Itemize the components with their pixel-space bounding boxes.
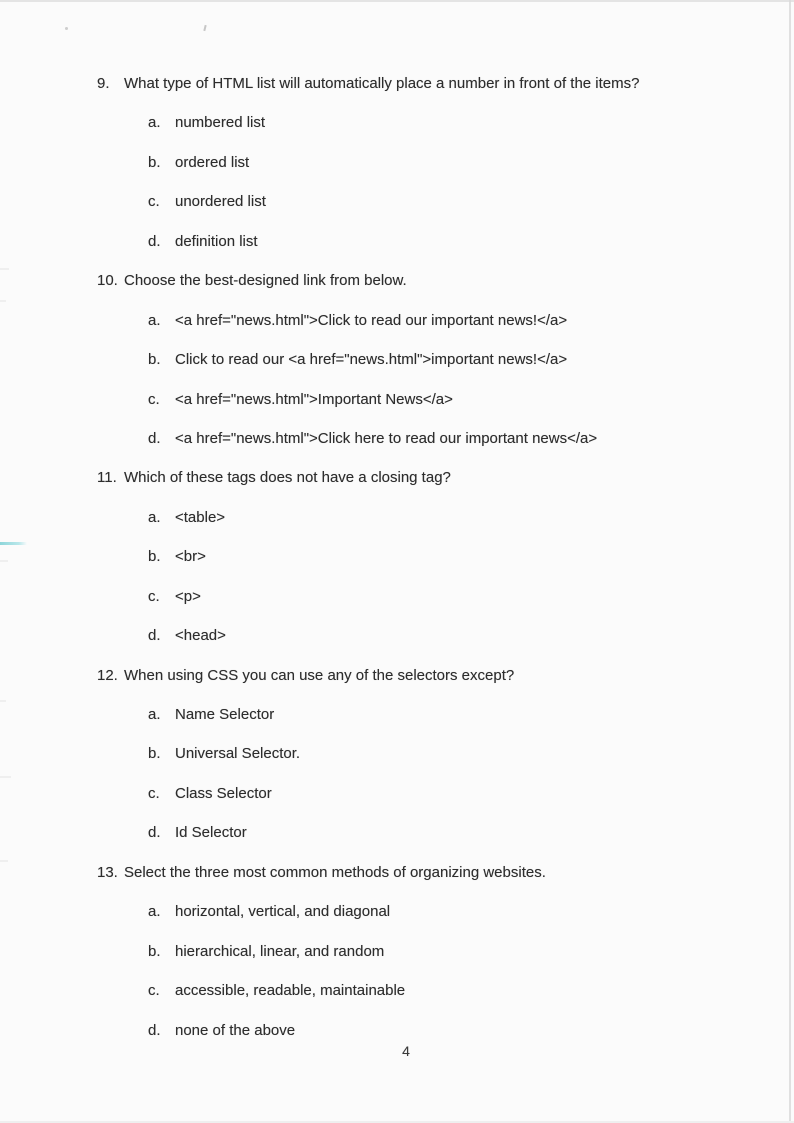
option-label: d. xyxy=(148,429,161,447)
option-row xyxy=(0,547,794,586)
question-row xyxy=(0,863,794,902)
scan-artifact-top-edge xyxy=(0,0,794,2)
option-row xyxy=(0,508,794,547)
page-number: 4 xyxy=(402,1043,410,1059)
option-text: Class Selector xyxy=(175,784,272,802)
option-row xyxy=(0,981,794,1020)
option-row xyxy=(0,587,794,626)
option-row xyxy=(0,429,794,468)
option-text: <a href="news.html">Important News</a> xyxy=(175,390,453,408)
option-text: horizontal, vertical, and diagonal xyxy=(175,903,391,921)
option-label: a. xyxy=(148,508,161,526)
option-row xyxy=(0,902,794,941)
option-row xyxy=(0,626,794,665)
option-text: unordered list xyxy=(175,193,266,211)
option-row xyxy=(0,192,794,231)
option-row xyxy=(0,350,794,389)
option-text: <a href="news.html">Click to read our important news!</a> xyxy=(175,311,568,329)
question-text: Which of these tags does not have a closing tag? xyxy=(124,469,451,487)
option-label: c. xyxy=(148,982,160,1000)
question-text: Choose the best-designed link from below. xyxy=(124,272,407,290)
option-text: <head> xyxy=(175,627,226,645)
option-text: accessible, readable, maintainable xyxy=(175,982,406,1000)
question-number: 11. xyxy=(97,469,117,487)
option-label: a. xyxy=(148,114,161,132)
option-label: d. xyxy=(148,232,161,250)
option-text: numbered list xyxy=(175,114,266,132)
option-text: definition list xyxy=(175,232,258,250)
option-label: d. xyxy=(148,1021,161,1039)
option-label: b. xyxy=(148,548,161,566)
option-row xyxy=(0,390,794,429)
option-label: d. xyxy=(148,824,161,842)
option-label: c. xyxy=(148,587,160,605)
question-number: 9. xyxy=(97,75,110,92)
option-label: b. xyxy=(148,745,161,763)
option-text: <a href="news.html">Click here to read our important news</a> xyxy=(175,429,598,447)
scan-artifact-speck xyxy=(65,27,68,30)
option-text: <p> xyxy=(175,587,201,605)
option-row xyxy=(0,784,794,823)
option-row xyxy=(0,942,794,981)
option-label: c. xyxy=(148,390,160,408)
option-text: <br> xyxy=(175,548,206,566)
option-row xyxy=(0,823,794,862)
question-row xyxy=(0,468,794,507)
question-text: What type of HTML list will automatically place a number in front of the items? xyxy=(124,75,640,92)
question-text: Select the three most common methods of organizing websites. xyxy=(124,863,546,881)
option-text: Name Selector xyxy=(175,706,275,723)
option-text: <table> xyxy=(175,508,226,526)
question-row xyxy=(0,74,794,113)
option-label: a. xyxy=(148,311,161,329)
option-label: b. xyxy=(148,942,161,960)
option-row xyxy=(0,153,794,192)
option-text: Id Selector xyxy=(175,824,247,842)
option-label: c. xyxy=(148,193,160,211)
question-text: When using CSS you can use any of the selectors except? xyxy=(124,666,515,684)
option-row xyxy=(0,113,794,152)
option-label: b. xyxy=(148,153,161,171)
option-label: a. xyxy=(148,903,161,921)
option-row xyxy=(0,311,794,350)
option-label: b. xyxy=(148,351,161,369)
option-row xyxy=(0,705,794,744)
option-text: ordered list xyxy=(175,153,250,171)
option-label: c. xyxy=(148,784,160,802)
option-text: none of the above xyxy=(175,1021,296,1039)
option-text: Universal Selector. xyxy=(175,745,301,763)
option-row xyxy=(0,232,794,271)
question-row xyxy=(0,271,794,310)
option-text: Click to read our <a href="news.html">important news!</a> xyxy=(175,351,568,369)
scan-artifact-speck xyxy=(203,25,206,31)
question-row xyxy=(0,666,794,705)
question-number: 12. xyxy=(97,666,118,684)
option-text: hierarchical, linear, and random xyxy=(175,942,385,960)
quiz-content xyxy=(0,74,794,1060)
option-row xyxy=(0,744,794,783)
option-label: a. xyxy=(148,706,161,723)
question-number: 13. xyxy=(97,863,118,881)
question-number: 10. xyxy=(97,272,118,290)
option-label: d. xyxy=(148,627,161,645)
